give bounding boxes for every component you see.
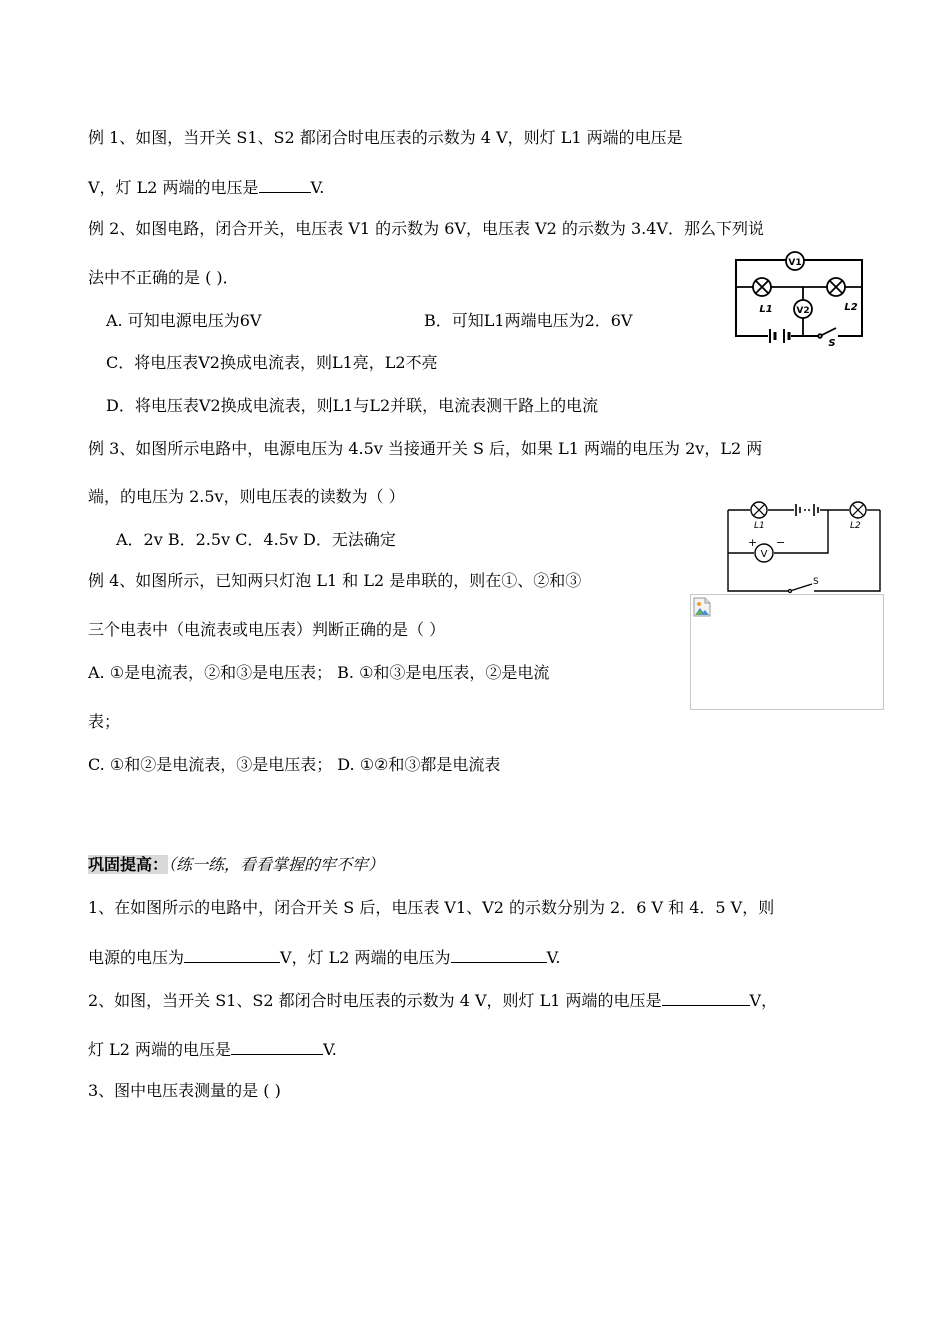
ex1-text-b: V. — [310, 178, 325, 197]
practice-q1-line2 — [88, 946, 560, 968]
practice-note: （练一练，看看掌握的牢不牢） — [168, 855, 385, 874]
ex2-option-d: D．将电压表V2换成电流表，则L1与L2并联，电流表测干路上的电流 — [106, 396, 599, 415]
practice-q2-text-b: V， — [749, 991, 778, 1010]
practice-header — [88, 855, 384, 875]
ex3-options: A．2v B．2.5v C．4.5v D．无法确定 — [116, 530, 396, 549]
practice-q1-blank-1[interactable] — [184, 946, 280, 963]
ex1-text-a: V，灯 L2 两端的电压是 — [88, 178, 259, 197]
practice-q1-line1: 1、在如图所示的电路中，闭合开关 S 后，电压表 V1、V2 的示数分别为 2．6 V 和 4．5 V，则 — [88, 898, 775, 917]
ex4-line4: 表； — [88, 712, 121, 731]
ex4-line3: A. ①是电流表，②和③是电压表； B. ①和③是电压表，②是电流 — [88, 663, 550, 682]
ex2-fig-v2-label: V2 — [796, 306, 810, 316]
ex3-fig-l2-label: L2 — [850, 521, 861, 531]
ex3-fig-v-label: V — [760, 549, 768, 560]
ex2-line1: 例 2、如图电路，闭合开关，电压表 V1 的示数为 6V，电压表 V2 的示数为 3.4V．那么下列说 — [88, 219, 764, 238]
ex3-fig-s-label: S — [813, 577, 819, 587]
ex3-fig-minus-label: − — [776, 536, 786, 549]
ex2-option-c: C．将电压表V2换成电流表，则L1亮，L2不亮 — [106, 353, 438, 372]
ex2-fig-v1-label: V1 — [788, 258, 802, 268]
practice-q2-text-d: V. — [322, 1040, 337, 1059]
ex4-figure-placeholder — [690, 594, 884, 710]
broken-image-icon — [693, 597, 711, 617]
ex2-circuit-diagram — [732, 250, 868, 346]
practice-q2-blank-2[interactable] — [231, 1038, 323, 1055]
ex2-option-a: A. 可知电源电压为6V — [106, 311, 262, 330]
ex2-fig-l1-label: L1 — [759, 304, 773, 315]
ex3-circuit-diagram — [724, 496, 884, 596]
ex4-line5: C. ①和②是电流表，③是电压表； D. ①②和③都是电流表 — [88, 755, 501, 774]
practice-q1-text-b: V，灯 L2 两端的电压为 — [280, 948, 451, 967]
practice-label: 巩固提高： — [88, 855, 169, 874]
practice-q2-text-a: 2、如图，当开关 S1、S2 都闭合时电压表的示数为 4 V，则灯 L1 两端的电压是 — [88, 991, 662, 1010]
ex1-blank[interactable] — [259, 176, 311, 193]
ex3-fig-l1-label: L1 — [754, 521, 765, 531]
practice-q2-text-c: 灯 L2 两端的电压是 — [88, 1040, 231, 1059]
ex3-fig-plus-label: + — [748, 536, 758, 549]
ex1-line2 — [88, 176, 324, 198]
practice-q1-text-c: V. — [546, 948, 561, 967]
practice-q1-blank-2[interactable] — [451, 946, 547, 963]
practice-q3: 3、图中电压表测量的是 ( ) — [88, 1081, 281, 1100]
ex1-line1: 例 1、如图，当开关 S1、S2 都闭合时电压表的示数为 4 V，则灯 L1 两端的电压是 — [88, 128, 683, 147]
ex4-line1: 例 4、如图所示，已知两只灯泡 L1 和 L2 是串联的，则在①、②和③ — [88, 571, 582, 590]
ex3-line2: 端，的电压为 2.5v，则电压表的读数为（ ） — [88, 487, 405, 506]
ex3-line1: 例 3、如图所示电路中，电源电压为 4.5v 当接通开关 S 后，如果 L1 两端的电压为 2v，L2 两 — [88, 439, 763, 458]
practice-q2-line1 — [88, 989, 777, 1011]
ex2-line2: 法中不正确的是 ( )． — [88, 268, 239, 287]
ex4-line2: 三个电表中（电流表或电压表）判断正确的是（ ） — [88, 620, 446, 639]
practice-q2-line2 — [88, 1038, 337, 1060]
ex2-fig-l2-label: L2 — [844, 302, 858, 313]
practice-q1-text-a: 电源的电压为 — [88, 948, 185, 967]
ex2-fig-s-label: S — [828, 338, 836, 346]
practice-q2-blank-1[interactable] — [662, 989, 750, 1006]
ex2-option-b: B．可知L1两端电压为2．6V — [424, 311, 633, 330]
